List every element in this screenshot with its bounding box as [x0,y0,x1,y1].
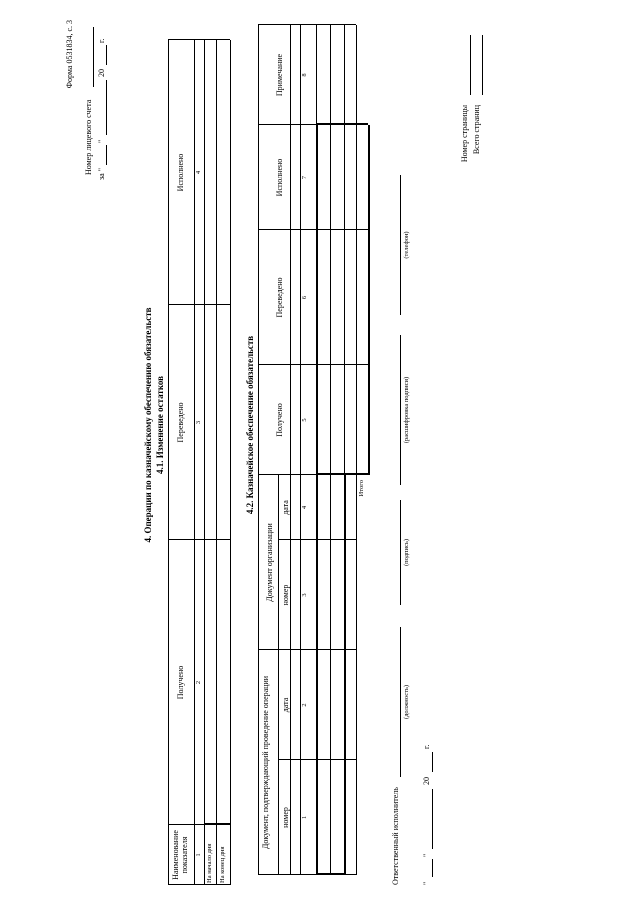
date-year-suffix: г. [422,744,431,749]
phone-line [400,175,401,315]
period-year-line [106,45,107,65]
period-month-line [106,80,107,135]
t2-col-date: дата [281,697,290,713]
position-hint: (должность) [403,684,410,720]
signature-hint: (подпись) [403,539,410,566]
t2-num: 1 [301,815,308,820]
t2-num: 2 [301,703,308,707]
t2-col-doc-org: Документ организации [265,523,274,602]
t1-num: 1 [195,853,202,857]
t2-col-received: Получено [275,403,284,437]
period-quote: " [97,139,106,143]
t1-col-executed: Исполнено [176,153,185,192]
t2-num: 6 [301,295,308,300]
t2-total-label: Итого [358,480,365,497]
t1-col-received: Получено [176,665,185,700]
position-line [400,627,401,777]
t2-col-transferred: Переведено [275,277,284,318]
decoding-hint: (расшифровка подписи) [403,376,410,444]
date-day-line [432,859,433,877]
t2-num: 8 [301,73,308,77]
period-day-line [106,145,107,165]
t1-col-name: Наименование показателя [171,830,190,880]
section42-title: 4.2. Казначейское обеспечение обязательств [245,335,255,515]
t2-col-note: Примечание [275,53,284,97]
t2-col-number: номер [281,807,290,828]
total-pages-label: Всего страниц [472,105,481,155]
signature-line [400,500,401,605]
total-pages-line [482,35,483,95]
date-quote-close: " [422,853,431,857]
account-label: Номер лицевого счета [84,99,93,175]
decoding-line [400,335,401,485]
section4-title: 4. Операции по казначейскому обеспечению обязательств [143,307,153,543]
period-year-prefix: 20 [97,69,106,77]
date-month-line [432,789,433,849]
page-number-label: Номер страницы [460,105,469,163]
section41-title: 4.1. Изменение остатков [155,375,165,475]
t1-num: 2 [195,680,202,685]
t1-num: 4 [195,170,202,175]
account-number-line [93,27,94,87]
t2-num: 5 [301,418,308,422]
form-code: Форма 0531834, с. 3 [65,20,74,89]
t1-row-start: На начало дня [206,843,213,883]
t2-num: 4 [301,505,308,510]
t2-num: 7 [301,175,308,180]
t1-num: 3 [195,420,202,425]
t2-col-doc-confirm: Документ, подтверждающий проведение операции [261,675,270,850]
t2-num: 3 [301,593,308,597]
t2-col-number-org: номер [281,584,290,606]
date-year-line [432,752,433,772]
t2-col-executed: Исполнено [275,158,284,197]
phone-hint: (телефон) [403,231,410,259]
period-year-suffix: г. [97,38,106,43]
date-year-prefix: 20 [422,777,431,785]
page-number-line [470,35,471,95]
date-quote-open: " [422,881,431,885]
period-prefix: за " [97,168,106,180]
t2-col-date-org: дата [281,500,290,515]
t1-row-end: На конец дня [219,846,226,883]
t1-col-transferred: Переведено [176,402,185,443]
responsible-label: Ответственный исполнитель [391,787,400,885]
